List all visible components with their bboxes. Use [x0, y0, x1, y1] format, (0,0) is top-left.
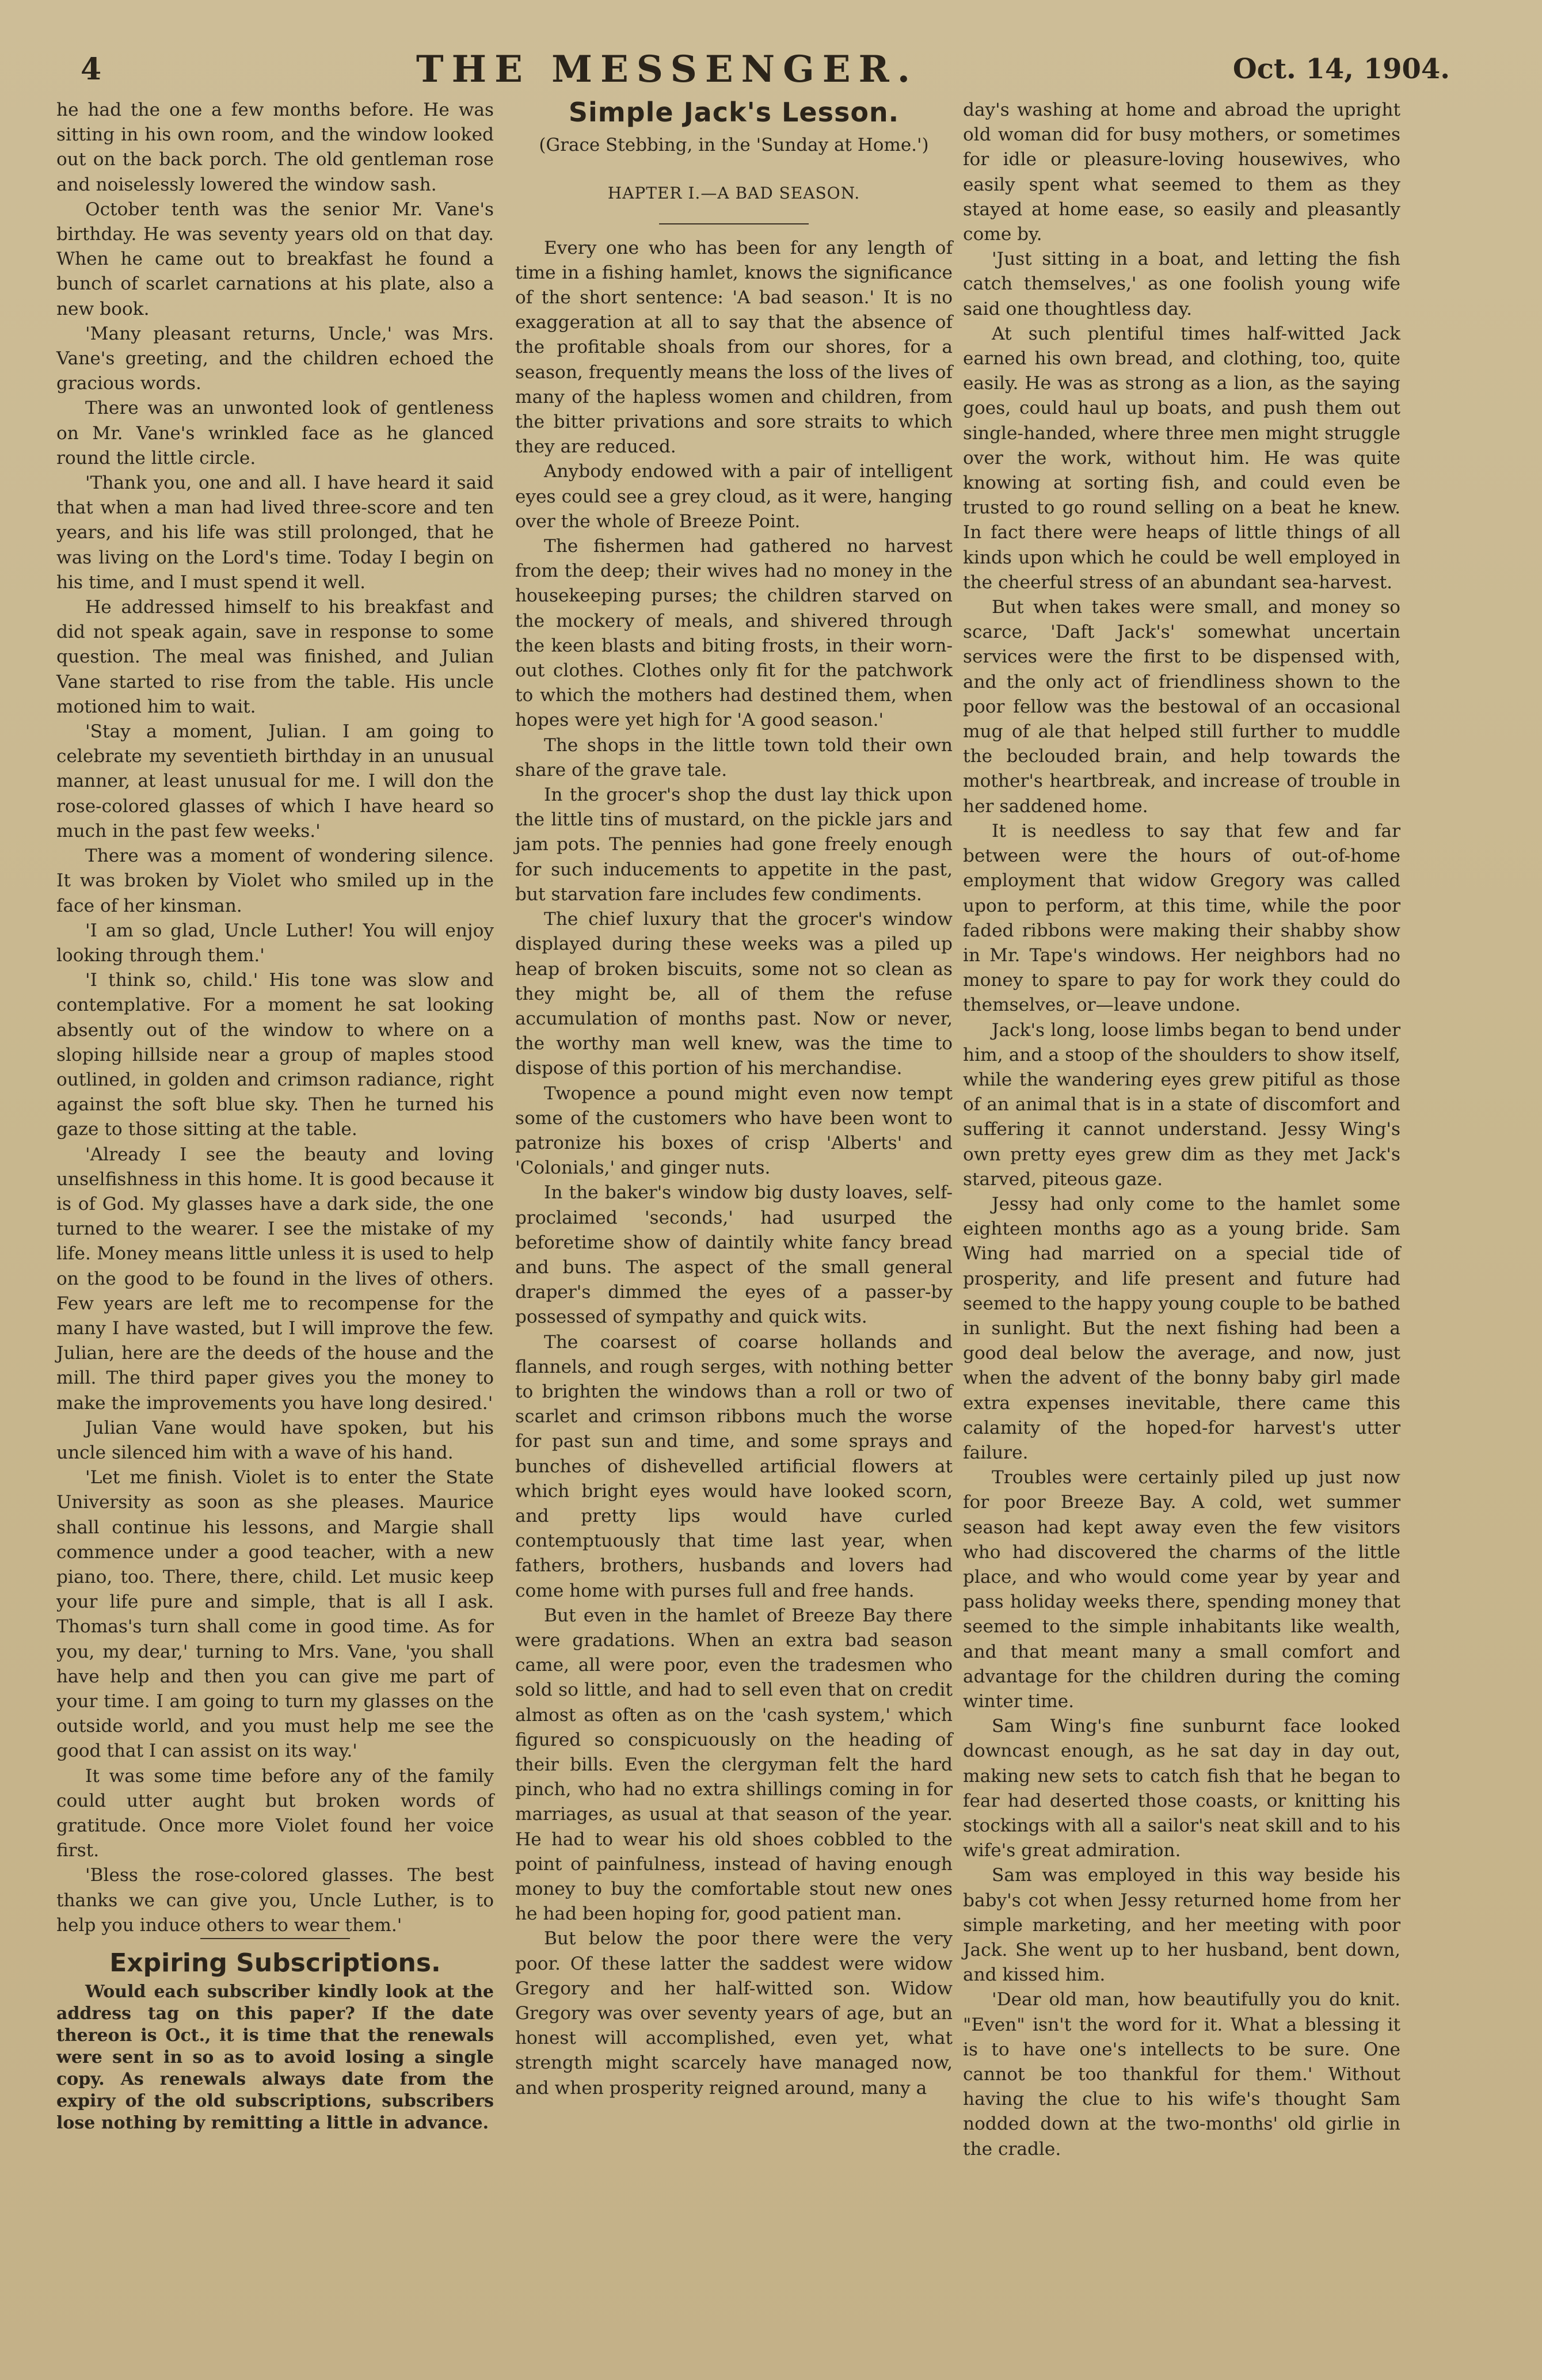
- story-byline: (Grace Stebbing, in the 'Sunday at Home.'): [539, 135, 929, 156]
- paragraph: The shops in the little town told their own share of the grave tale.: [515, 734, 953, 780]
- paragraph: The fishermen had gathered no harvest from the deep; their wives had no money in the housekeeping purses; the children starved on the mockery of meals, and shivered through the keen blasts and biting frosts, in their worn-out clothes. Clothes only fit for the patchwork to which the mothers had destined them, when hopes were yet high for 'A good season.': [515, 536, 953, 731]
- paragraph: 'Just sitting in a boat, and letting the fish catch themselves,' as one foolish young wife said one thoughtless day.: [963, 249, 1400, 319]
- paragraph: In the grocer's shop the dust lay thick upon the little tins of mustard, on the pickle jars and jam pots. The pennies had gone freely enough for such inducements to appetite in the past, but starvation fare includes few condiments.: [515, 785, 953, 905]
- paragraph: 'Let me finish. Violet is to enter the State University as soon as she pleases. Maurice shall continue his lessons, and Margie shall commence under a good teacher, with a new piano, too. There, there, child. Let music keep your life pure and simple, that is all I ask. Thomas's turn shall come in good time. As for you, my dear,' turning to Mrs. Vane, 'you shall have help and then you can give me part of your time. I am going to turn my glasses on the outside world, and you must help me see the good that I can assist on its way.': [56, 1467, 494, 1762]
- paragraph: 'Bless the rose-colored glasses. The best thanks we can give you, Uncle Luther, is to help you induce others to wear them.': [56, 1865, 494, 1936]
- paragraph: In the baker's window big dusty loaves, self-proclaimed 'seconds,' had usurped the beforetime show of daintily white fancy bread and buns. The aspect of the small general draper's dimmed the eyes of a passer-by possessed of sympathy and quick wits.: [515, 1182, 953, 1328]
- paragraph: At such plentiful times half-witted Jack earned his own bread, and clothing, too, quite easily. He was as strong as a lion, as the saying goes, could haul up boats, and push them out single-handed, where three men might struggle over the work, without him. He was quite knowing at sorting fish, and could even be trusted to go round selling on a beat he knew. In fact there were heaps of little things of all kinds upon which he could be well employed in the cheerful stress of an abundant sea-harvest.: [963, 323, 1400, 593]
- paragraph: He addressed himself to his breakfast and did not speak again, save in response to some question. The meal was finished, and Julian Vane started to rise from the table. His uncle motioned him to wait.: [56, 597, 494, 717]
- paragraph: It is needless to say that few and far between were the hours of out-of-home employment that widow Gregory was called upon to perform, at this time, while the poor faded ribbons were making their shabby show in Mr. Tape's windows. Her neighbors had no money to spare to pay for work they could do themselves, or—leave undone.: [963, 820, 1400, 1016]
- paragraph: But below the poor there were the very poor. Of these latter the saddest were widow Gregory and her half-witted son. Widow Gregory was over seventy years of age, but an honest will accomplished, even yet, what strength might scarcely have managed now, and when prosperity reigned around, many a: [515, 1928, 953, 2099]
- story-title: Simple Jack's Lesson.: [568, 97, 900, 128]
- column-2: [515, 98, 953, 2101]
- paragraph: Jessy had only come to the hamlet some eighteen months ago as a young bride. Sam Wing had married on a special tide of prosperity, and life present and future had seemed to the happy young couple to be bathed in sunlight. But the next fishing had been a good deal below the average, and now, just when the advent of the bonny baby girl made extra expenses inevitable, there came this calamity of the hoped-for harvest's utter failure.: [963, 1193, 1400, 1463]
- paragraph: The chief luxury that the grocer's window displayed during these weeks was a piled up heap of broken biscuits, some not so clean as they might be, all of them the refuse accumulation of months past. Now or never, the worthy man well knew, was the time to dispose of this portion of his merchandise.: [515, 909, 953, 1079]
- paragraph: Troubles were certainly piled up just now for poor Breeze Bay. A cold, wet summer season had kept away even the few visitors who had discovered the charms of the little place, and who would come year by year and pass holiday weeks there, spending money that seemed to the simple inhabitants like wealth, and that meant many a small comfort and advantage for the children during the coming winter time.: [963, 1467, 1400, 1712]
- paragraph: he had the one a few months before. He was sitting in his own room, and the window looked out on the back porch. The old gentleman rose and noiselessly lowered the window sash.: [56, 100, 494, 195]
- notice-text: Would each subscriber kindly look at the address tag on this paper? If the date thereon is Oct., it is time that the renewals were sent in so as to avoid losing a single copy. As renewals always date from the expiry of the old subscriptions, subscribers lose nothing by remitting a little in advance.: [56, 1982, 494, 2134]
- paragraph: 'I am so glad, Uncle Luther! You will enjoy looking through them.': [56, 920, 494, 966]
- issue-date: Oct. 14, 1904.: [1232, 53, 1450, 85]
- column-3: [963, 98, 1400, 2162]
- divider: [200, 1938, 350, 1939]
- page-number: 4: [81, 51, 102, 87]
- masthead: THE MESSENGER.: [416, 47, 919, 91]
- subscription-notice: [56, 1981, 494, 2134]
- paragraph: 'Stay a moment, Julian. I am going to celebrate my seventieth birthday in an unusual manner, at least unusual for me. I will don the rose-colored glasses of which I have heard so much in the past few weeks.': [56, 721, 494, 841]
- paragraph: Sam was employed in this way beside his baby's cot when Jessy returned home from her simple marketing, and her meeting with poor Jack. She went up to her husband, bent down, and kissed him.: [963, 1865, 1400, 1986]
- chapter-heading: HAPTER I.—A BAD SEASON.: [607, 184, 861, 203]
- divider: [659, 223, 809, 224]
- paragraph: Every one who has been for any length of time in a fishing hamlet, knows the significance of the short sentence: 'A bad season.' It is no exaggeration at all to say that the absence of the profitable shoals from our shores, for a season, frequently means the loss of the lives of many of the hapless women and children, from the bitter privations and sore straits to which they are reduced.: [515, 237, 953, 458]
- paragraph: 'Thank you, one and all. I have heard it said that when a man had lived three-score and ten years, and his life was still prolonged, that he was living on the Lord's time. Today I begin on his time, and I must spend it well.: [56, 473, 494, 593]
- paragraph: October tenth was the senior Mr. Vane's birthday. He was seventy years old on that day. When he came out to breakfast he found a bunch of scarlet carnations at his plate, also a new book.: [56, 199, 494, 319]
- paragraph: The coarsest of coarse hollands and flannels, and rough serges, with nothing better to brighten the windows than a roll or two of scarlet and crimson ribbons much the worse for past sun and time, and some sprays and bunches of dishevelled artificial flowers at which bright eyes would have looked scorn, and pretty lips would have curled contemptuously that time last year, when fathers, brothers, husbands and lovers had come home with purses full and free hands.: [515, 1331, 953, 1601]
- paragraph: Anybody endowed with a pair of intelligent eyes could see a grey cloud, as it were, hanging over the whole of Breeze Point.: [515, 461, 953, 532]
- paragraph: It was some time before any of the family could utter aught but broken words of gratitude. Once more Violet found her voice first.: [56, 1765, 494, 1861]
- notice-title: Expiring Subscriptions.: [109, 1948, 441, 1978]
- page-header: [81, 40, 1450, 98]
- paragraph: But when takes were small, and money so scarce, 'Daft Jack's' somewhat uncertain services were the first to be dispensed with, and the only act of friendliness shown to the poor fellow was the bestowal of an occasional mug of ale that helped still further to muddle the beclouded brain, and help towards the mother's heartbreak, and increase of trouble in her saddened home.: [963, 597, 1400, 817]
- paragraph: There was a moment of wondering silence. It was broken by Violet who smiled up in the face of her kinsman.: [56, 846, 494, 916]
- paragraph: Julian Vane would have spoken, but his uncle silenced him with a wave of his hand.: [56, 1417, 494, 1463]
- paragraph: 'Dear old man, how beautifully you do knit. "Even" isn't the word for it. What a blessing it is to have one's intellects to be sure. One cannot be too thankful for them.' Without having the clue to his wife's thought Sam nodded down at the two-months' old girlie in the cradle.: [963, 1989, 1400, 2160]
- paragraph: There was an unwonted look of gentleness on Mr. Vane's wrinkled face as he glanced round the little circle.: [56, 398, 494, 469]
- paragraph: day's washing at home and abroad the upright old woman did for busy mothers, or sometimes for idle or pleasure-loving housewives, who easily spent what seemed to them as they stayed at home ease, so easily and pleasantly come by.: [963, 100, 1400, 245]
- paragraph: 'Already I see the beauty and loving unselfishness in this home. It is good because it is of God. My glasses have a dark side, the one turned to the wearer. I see the mistake of my life. Money means little unless it is used to help on the good to be found in the lives of others. Few years are left me to recompense for the many I have wasted, but I will improve the few. Julian, here are the deeds of the house and the mill. The third paper gives you the money to make the improvements you have long desired.': [56, 1144, 494, 1414]
- paragraph: But even in the hamlet of Breeze Bay there were gradations. When an extra bad season came, all were poor, even the tradesmen who sold so little, and had to sell even that on credit almost as often as on the 'cash system,' which figured so conspicuously on the heading of their bills. Even the clergyman felt the hard pinch, who had no extra shillings coming in for marriages, as usual at that season of the year. He had to wear his old shoes cobbled to the point of painfulness, instead of having enough money to buy the comfortable stout new ones he had been hoping for, good patient man.: [515, 1605, 953, 1925]
- column-1: [56, 98, 494, 2134]
- paragraph: 'Many pleasant returns, Uncle,' was Mrs. Vane's greeting, and the children echoed the gracious words.: [56, 323, 494, 394]
- paragraph: 'I think so, child.' His tone was slow and contemplative. For a moment he sat looking absently out of the window to where on a sloping hillside near a group of maples stood outlined, in golden and crimson radiance, right against the soft blue sky. Then he turned his gaze to those sitting at the table.: [56, 970, 494, 1140]
- paragraph: Jack's long, loose limbs began to bend under him, and a stoop of the shoulders to show itself, while the wandering eyes grew pitiful as those of an animal that is in a state of discomfort and suffering it cannot understand. Jessy Wing's own pretty eyes grew dim as they met Jack's starved, piteous gaze.: [963, 1019, 1400, 1190]
- paragraph: Twopence a pound might even now tempt some of the customers who have been wont to patronize his boxes of crisp 'Alberts' and 'Colonials,' and ginger nuts.: [515, 1083, 953, 1179]
- paragraph: Sam Wing's fine sunburnt face looked downcast enough, as he sat day in day out, making new sets to catch fish that he began to fear had deserted those coasts, or knitting his stockings with all a sailor's neat skill and to his wife's great admiration.: [963, 1716, 1400, 1861]
